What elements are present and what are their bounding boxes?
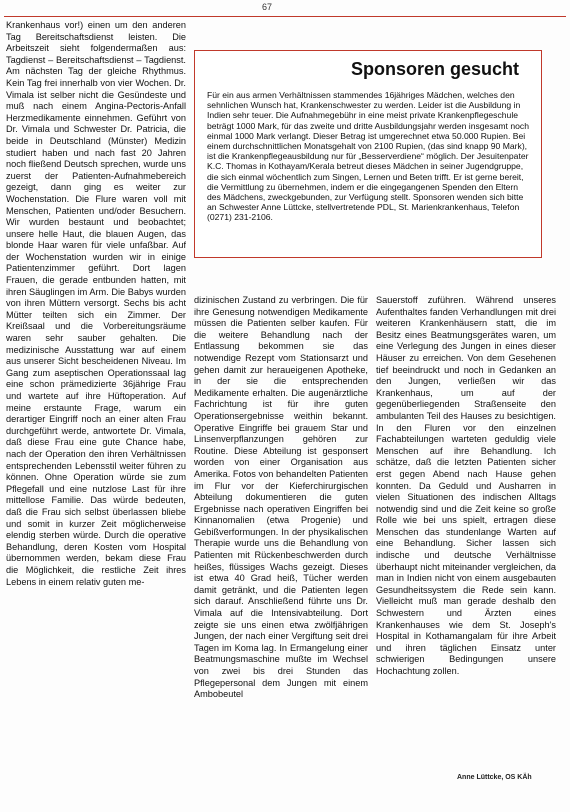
sidebar-body: Für ein aus armen Verhältnissen stammendes 16jähriges Mädchen, welches den sehnlichen Wunsch hat, Krankenschwester zu werden. Leider ist die Ausbildung in Indien sehr teuer. Die Aufnahmegebühr in eine meist private Krankenpflegeschule beträgt 1000 Mark, für das zweite und dritte Ausbildungsjahr werden insgesamt noch einmal 1000 Mark verlangt. Dieser Betrag ist umgerechnet etwa 50.000 Rupien. Bei einem durchschnittlichen Monatsgehalt von 2100 Rupien, (das sind knapp 90 Mark), ist die Krankenpflegeausbildung nur für „Besserverdiene“ möglich. Der Jesuitenpater K.C. Thomas in Kothayam/Kerala betreut dieses Mädchen in seiner Jugendgruppe, die sich einmal wöchentlich zum Singen, Lernen und Beten trifft. Er ist gerne bereit, die Vermittlung zu übernehmen, indem er die eingegangenen Spenden den Eltern des Mädchens, zweckgebunden, zur Verfügung stellt. Sponsoren wenden sich bitte an Schwester Anne Lüttcke, stellvertretende PDL, St. Marienkrankenhaus, Telefon (0271) 231-2106.	[207, 90, 529, 223]
article-column-3	[376, 295, 556, 765]
header-rule	[4, 16, 566, 17]
article-column-1	[6, 20, 186, 790]
article-text-col-2: dizinischen Zustand zu verbringen. Die für ihre Genesung notwendigen Medikamente müssen die Patienten selber kaufen. Für die weitere Behandlung nach der Entlassung bekommen sie das notwendige Rezept vom Stationsarzt und gehen damit zur heraueigenen Apotheke, in der sie die entsprechenden Medikamente erhalten. Die augenärztliche Fachrichtung ist für ihre guten Operationsergebnisse weithin bekannt. Operative Eingriffe bei grauem Star und Linsenverpflanzungen gehören zur Routine. Diese Abteilung ist gesponsert worden von einer Organisation aus Amerika. Fotos von behandelten Patienten im Flur vor der Kieferchirurgischen Abteilung dokumentieren die guten Ergebnisse nach operativen Eingriffen bei Kinnanomalien (etwa Progenie) und Gebißverformungen. In der physikalischen Therapie wurde uns die Behandlung von Patienten mit Rückenbeschwerden durch heißes, flüssiges Wachs gezeigt. Dieses ist etwa 40 Grad heiß, Tücher werden damit getränkt, und die Patienten legen sich darauf. Anschließend führte uns Dr. Vimala auf die Intensivabteilung. Dort zeigte sie uns einen etwa zwölfjährigen Jungen, der nach einer Vergiftung seit drei Tagen im Koma lag. In Ermangelung einer Beatmungsmaschine mußte im Wechsel von zwei bis drei Stunden das Pflegepersonal dem Jungen mit einem Ambobeutel	[194, 295, 368, 700]
article-column-2	[194, 295, 368, 795]
article-text-col-1: Krankenhaus vor!) einen um den anderen Tag Bereitschaftsdienst leisten. Die Arbeitszeit sieht folgendermaßen aus: Tagdienst – Bereitschaftsdienst – Tagdienst. Am nächsten Tag der gleiche Rhythmus. Kein Tag frei innerhalb von vier Wochen. Dr. Vimala ist selber nicht die Gesündeste und muß nach einem Angina-Pectoris-Anfall Herzmedikamente einnehmen. Geführt von Dr. Vimala und Schwester Dr. Patricia, die beide in Deutschland (Münster) Medizin studiert haben und nach fast 20 Jahren noch fließend Deutsch sprechen, wurde uns zuerst der Patienten-Aufnahmebereich gezeigt, dann ging es weiter zur Wochenstation. Die Flure waren voll mit Menschen, Patienten und/oder Besuchern. Wir wurden bestaunt und beobachtet; unsere helle Haut, die blauen Augen, das blonde Haar waren für viele unfaßbar. Auf der Wochenstation wurden wir in einige Patientenzimmer geführt. Dort lagen Frauen, die gerade entbunden hatten, mit ihren Säuglingen im Arm. Die Babys wurden von ihren Müttern versorgt. Sechs bis acht Mütter teilten sich ein Zimmer. Der Kreißsaal und die Vorbereitungsräume waren sehr sauber gehalten. Die medizinische Ausstattung war auf einem aus unserer Sicht bescheidenen Niveau. Im Gang zum aseptischen Operationssaal lag eine schon prämedizierte 36jährige Frau und wartete auf ihre Hüftoperation. Auf meine erstaunte Frage, warum ein derartiger Eingriff noch an einer alten Frau durchgeführt werde, antwortete Dr. Vimala, daß diese Frau eine gute Chance habe, nach der Operation den ihren Verhältnissen entsprechenden Lebensstil weiter führen zu können. Ohne Operation würde sie zum Pflegefall und eine nutzlose Last für ihre mittellose Familie. Das würde bedeuten, daß die Frau sich selbst überlassen bliebe und somit in kurzer Zeit möglicherweise elendig sterben würde. Durch die operative Behandlung, deren Kosten vom Hospital übernommen werden, bekam diese Frau die Möglichkeit, die restliche Zeit ihres Lebens in einem relativ guten me-	[6, 20, 186, 587]
page-number: 67	[262, 2, 273, 12]
sponsor-sidebar-box	[194, 50, 542, 258]
article-text-col-3: Sauerstoff zuführen. Während unseres Aufenthaltes fanden Verhandlungen mit drei weiteren Krankenhäusern statt, die im Besitz eines Beatmungsgerätes waren, um eine Verlegung des Jungen in eines dieser Häuser zu erreichen. Von dem Gesehenen tief beeindruckt und noch in Gedanken an den Jungen, verließen wir das Krankenhaus, um auf der gegenüberliegenden Straßenseite den ambulanten Teil des Hauses zu besichtigen. In den Fluren vor den einzelnen Fachabteilungen warteten geduldig viele Menschen auf ihre Behandlung. Ich schätze, daß die letzten Patienten sicher erst gegen Abend nach Hause gehen konnten. Da Geduld und Ausharren in vielen Situationen des indischen Alltags notwendig sind und die Zeit keine so große Rolle wie bei uns spielt, ertragen diese Menschen das stundenlange Warten auf eine Behandlung. Sicher lassen sich indische und deutsche Verhältnisse überhaupt nicht miteinander vergleichen, da man in Indien nicht von einem ausgebauten Gesundheitssystem die Rede sein kann. Vielleicht muß man gerade deshalb den Schwestern und Ärzten eines Krankenhauses wie dem St. Joseph's Hospital in Kothamangalam für ihre Arbeit und ihren täglichen Einsatz unter schwierigen Bedingungen unsere Hochachtung zollen.	[376, 295, 556, 676]
sidebar-title: Sponsoren gesucht	[350, 59, 519, 79]
author-credit: Anne Lüttcke, OS KÄh	[457, 774, 532, 781]
